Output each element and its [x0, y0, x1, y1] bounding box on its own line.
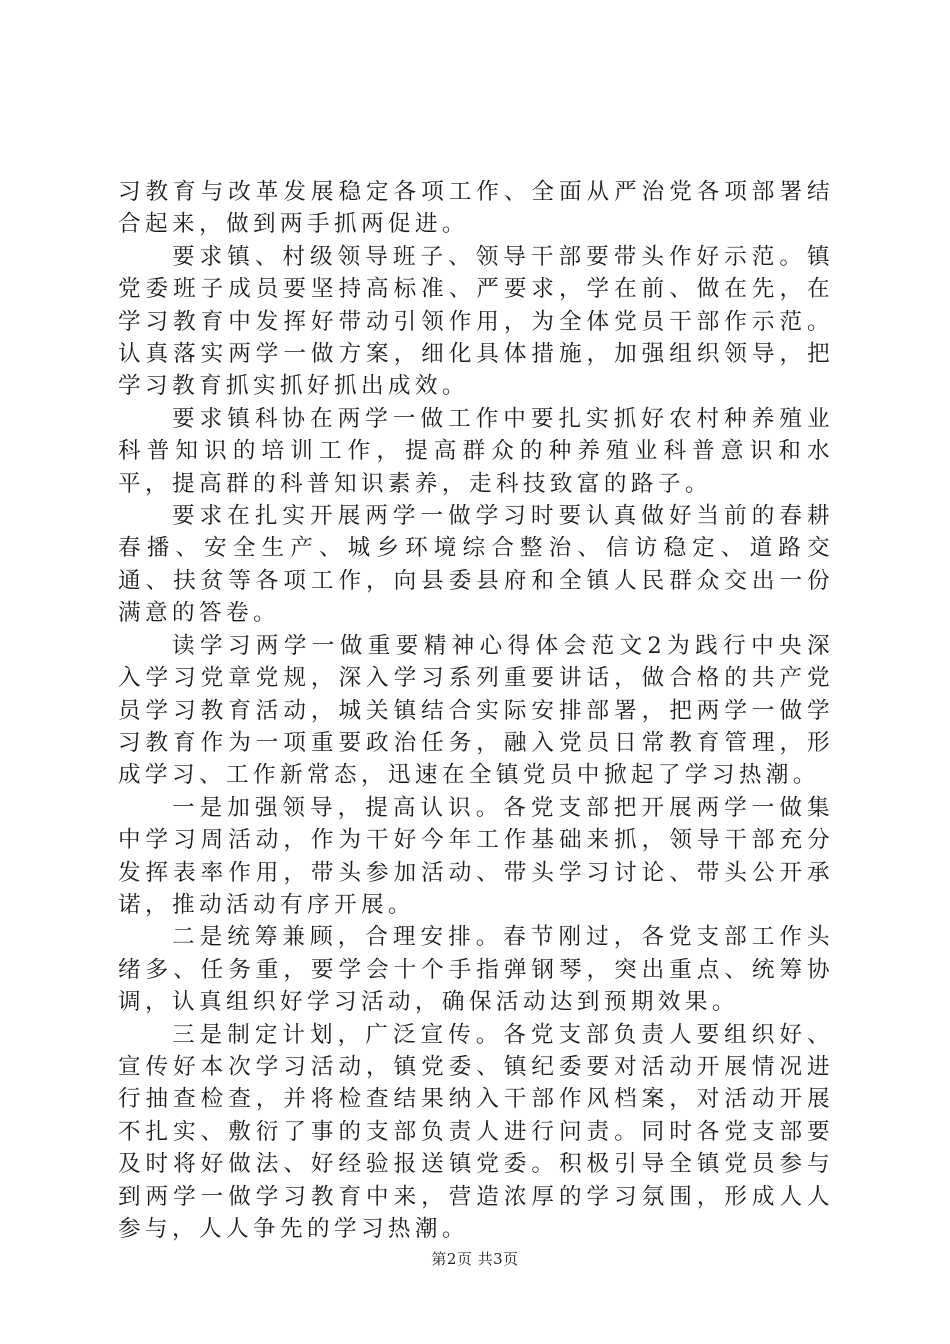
- paragraph-7: 二是统筹兼顾，合理安排。春节刚过，各党支部工作头绪多、任务重，要学会十个手指弹钢琴，突出重点、统筹协调，认真组织好学习活动，确保活动达到预期效果。: [118, 924, 834, 1016]
- paragraph-6: 一是加强领导，提高认识。各党支部把开展两学一做集中学习周活动，作为干好今年工作基础来抓，领导干部充分发挥表率作用，带头参加活动、带头学习讨论、带头公开承诺，推动活动有序开展。: [118, 794, 834, 918]
- paragraph-2: 要求镇、村级领导班子、领导干部要带头作好示范。镇党委班子成员要坚持高标准、严要求，学在前、做在先，在学习教育中发挥好带动引领作用，为全体党员干部作示范。认真落实两学一做方案，细化具体措施，加强组织领导，把学习教育抓实抓好抓出成效。: [118, 243, 834, 400]
- paragraph-4: 要求在扎实开展两学一做学习时要认真做好当前的春耕春播、安全生产、城乡环境综合整治、信访稳定、道路交通、扶贫等各项工作，向县委县府和全镇人民群众交出一份满意的答卷。: [118, 503, 834, 627]
- paragraph-5: 读学习两学一做重要精神心得体会范文2为践行中央深入学习党章党规，深入学习系列重要讲话，做合格的共产党员学习教育活动，城关镇结合实际安排部署，把两学一做学习教育作为一项重要政治任务，融入党员日常教育管理，形成学习、工作新常态，迅速在全镇党员中掀起了学习热潮。: [118, 632, 834, 789]
- paragraph-1: 习教育与改革发展稳定各项工作、全面从严治党各项部署结合起来，做到两手抓两促进。: [118, 179, 834, 238]
- page-number-footer: 第2页 共3页: [431, 1250, 519, 1268]
- document-body: [118, 176, 834, 1245]
- paragraph-8: 三是制定计划，广泛宣传。各党支部负责人要组织好、宣传好本次学习活动，镇党委、镇纪委要对活动开展情况进行抽查检查，并将检查结果纳入干部作风档案，对活动开展不扎实、敷衍了事的支部负责人进行问责。同时各党支部要及时将好做法、好经验报送镇党委。积极引导全镇党员参与到两学一做学习教育中来，营造浓厚的学习氛围，形成人人参与，人人争先的学习热潮。: [118, 1021, 834, 1242]
- paragraph-3: 要求镇科协在两学一做工作中要扎实抓好农村种养殖业科普知识的培训工作，提高群众的种养殖业科普意识和水平，提高群的科普知识素养，走科技致富的路子。: [118, 405, 834, 497]
